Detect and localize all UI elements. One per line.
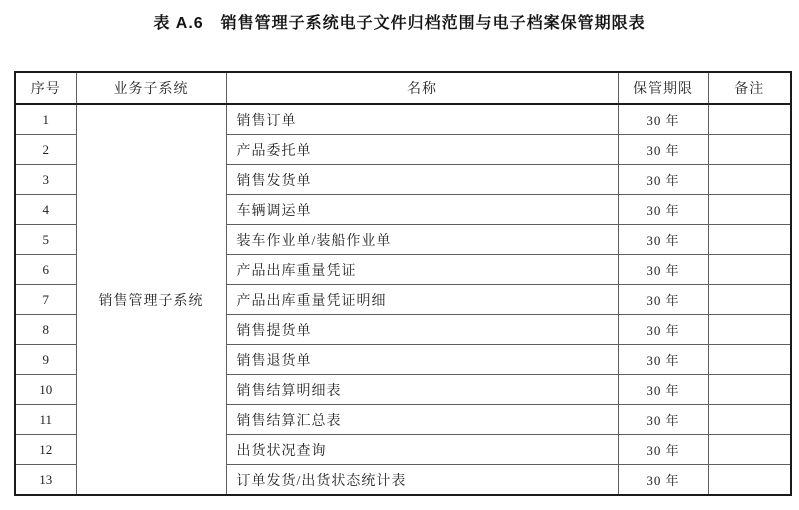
period-cell: 30 年 <box>618 225 708 255</box>
name-cell: 订单发货/出货状态统计表 <box>226 465 618 496</box>
name-cell: 销售结算汇总表 <box>226 405 618 435</box>
document-page <box>0 14 799 510</box>
name-cell: 销售结算明细表 <box>226 375 618 405</box>
name-cell: 销售退货单 <box>226 345 618 375</box>
name-cell: 销售提货单 <box>226 315 618 345</box>
period-cell: 30 年 <box>618 315 708 345</box>
name-cell: 销售发货单 <box>226 165 618 195</box>
period-cell: 30 年 <box>618 104 708 135</box>
seq-cell: 6 <box>15 255 76 285</box>
remark-cell <box>708 345 791 375</box>
period-cell: 30 年 <box>618 405 708 435</box>
remark-cell <box>708 195 791 225</box>
seq-cell: 3 <box>15 165 76 195</box>
period-cell: 30 年 <box>618 255 708 285</box>
seq-cell: 11 <box>15 405 76 435</box>
seq-cell: 8 <box>15 315 76 345</box>
seq-cell: 7 <box>15 285 76 315</box>
name-cell: 装车作业单/装船作业单 <box>226 225 618 255</box>
seq-cell: 5 <box>15 225 76 255</box>
header-row <box>15 72 791 104</box>
seq-cell: 1 <box>15 104 76 135</box>
name-cell: 车辆调运单 <box>226 195 618 225</box>
table-row <box>15 104 791 135</box>
remark-cell <box>708 315 791 345</box>
remark-cell <box>708 285 791 315</box>
remark-cell <box>708 405 791 435</box>
seq-cell: 9 <box>15 345 76 375</box>
period-cell: 30 年 <box>618 285 708 315</box>
remark-cell <box>708 104 791 135</box>
remark-cell <box>708 465 791 496</box>
period-cell: 30 年 <box>618 345 708 375</box>
seq-cell: 2 <box>15 135 76 165</box>
period-cell: 30 年 <box>618 465 708 496</box>
period-cell: 30 年 <box>618 165 708 195</box>
seq-cell: 12 <box>15 435 76 465</box>
table-body <box>15 104 791 495</box>
remark-cell <box>708 435 791 465</box>
remark-cell <box>708 225 791 255</box>
remark-cell <box>708 375 791 405</box>
remark-cell <box>708 255 791 285</box>
header-cell-name: 名称 <box>226 72 618 104</box>
subsystem-cell: 销售管理子系统 <box>76 104 226 495</box>
name-cell: 出货状况查询 <box>226 435 618 465</box>
header-cell-seq: 序号 <box>15 72 76 104</box>
table-title: 表 A.6 销售管理子系统电子文件归档范围与电子档案保管期限表 <box>153 15 646 32</box>
seq-cell: 10 <box>15 375 76 405</box>
seq-cell: 4 <box>15 195 76 225</box>
remark-cell <box>708 135 791 165</box>
header-cell-remark: 备注 <box>708 72 791 104</box>
header-cell-subsystem: 业务子系统 <box>76 72 226 104</box>
seq-cell: 13 <box>15 465 76 496</box>
name-cell: 产品出库重量凭证明细 <box>226 285 618 315</box>
period-cell: 30 年 <box>618 195 708 225</box>
header-cell-period: 保管期限 <box>618 72 708 104</box>
name-cell: 销售订单 <box>226 104 618 135</box>
name-cell: 产品委托单 <box>226 135 618 165</box>
remark-cell <box>708 165 791 195</box>
period-cell: 30 年 <box>618 135 708 165</box>
archive-table <box>14 71 792 496</box>
name-cell: 产品出库重量凭证 <box>226 255 618 285</box>
period-cell: 30 年 <box>618 435 708 465</box>
period-cell: 30 年 <box>618 375 708 405</box>
